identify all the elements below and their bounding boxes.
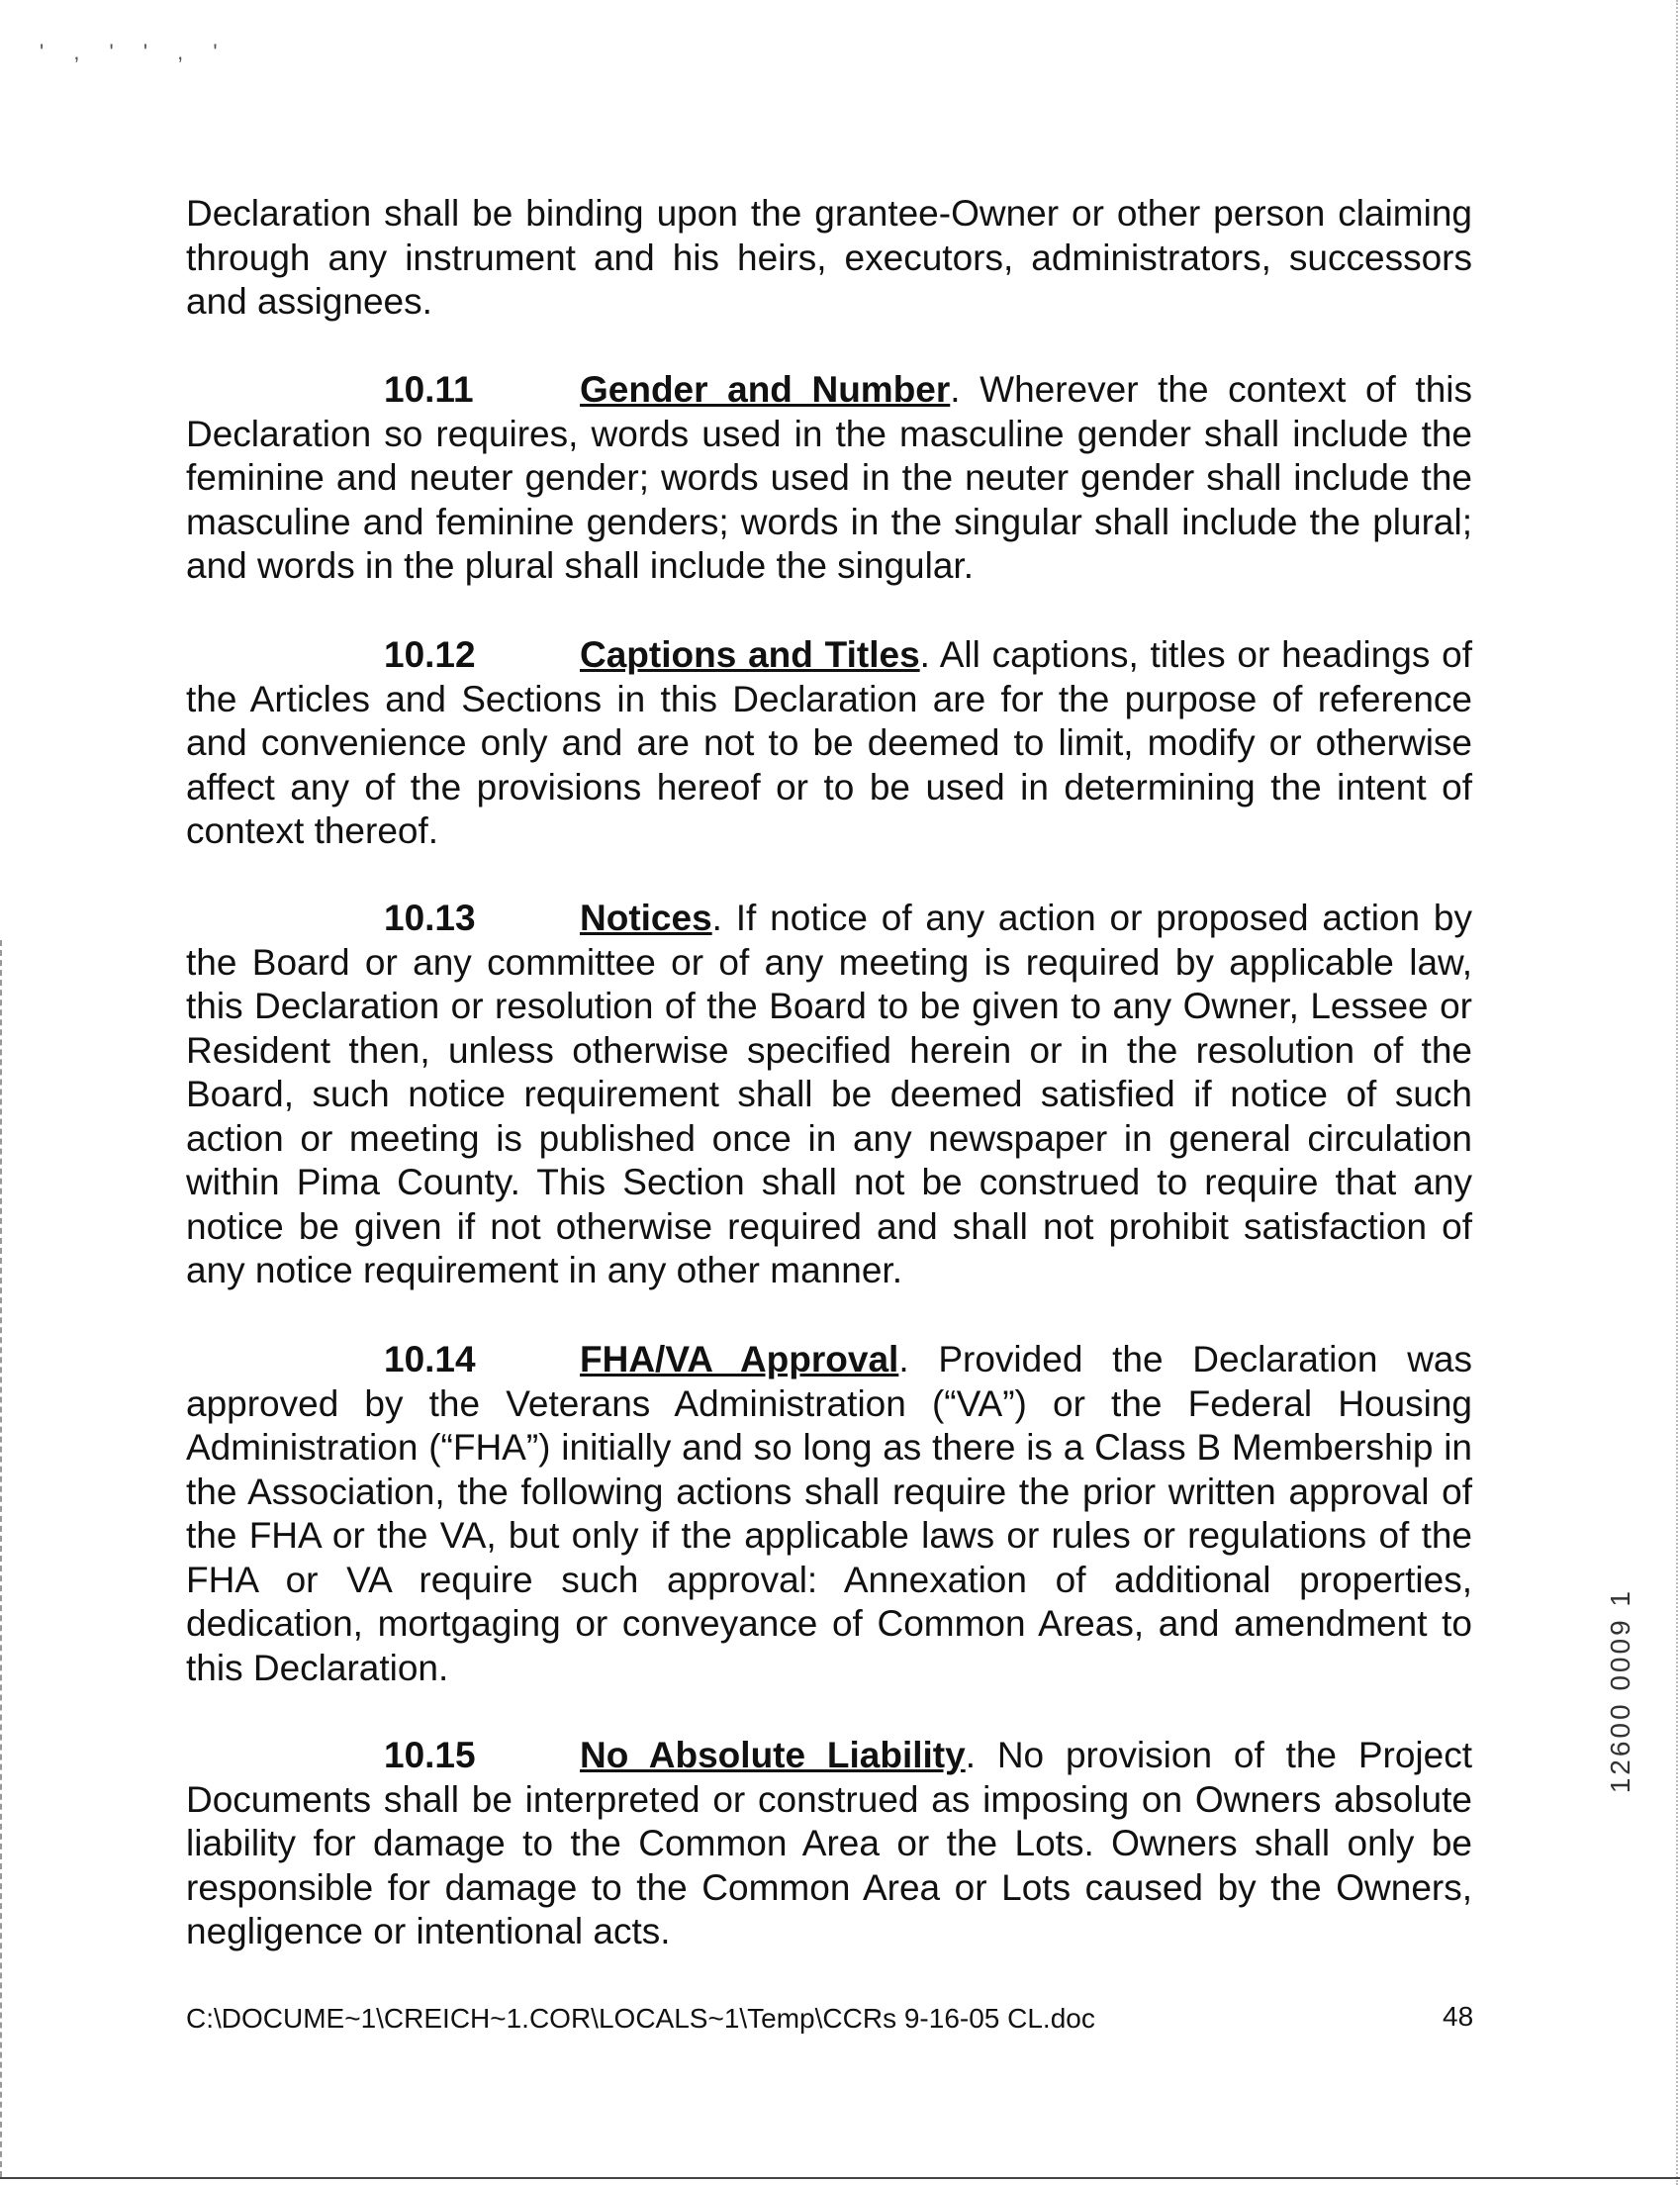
section-text: If notice of any action or proposed action by the Board or any committee or of any meeting is required by applicable law, this Declaration or resolution of the Board to be given to any Owner, Lessee or Resident then, unless otherwise specified herein or in the resolution of the Board, such notice requirement shall be deemed satisfied if notice of such action or meeting is published once in any newspaper in general circulation within Pima County. This Section shall not be construed to require that any notice be given if not otherwise required and shall not prohibit satisfaction of any notice requirement in any other manner. xyxy=(186,898,1472,1290)
scan-edge-bottom xyxy=(0,2177,1680,2179)
section-text: No provision of the Project Documents shall be interpreted or construed as imposing on Owners absolute liability for damage to the Common Area or the Lots. Owners shall only be responsible for damage to the Common Area or Lots caused by the Owners, negligence or intentional acts. xyxy=(186,1735,1472,1951)
section-title: FHA/VA Approval xyxy=(580,1339,899,1379)
section-10-15: 10.15 No Absolute Liability. No provision of the Project Documents shall be interpreted or construed as imposing on Owners absolute liability for damage to the Common Area or the Lots. Owners shall only be responsible for damage to the Common Area or Lots caused by the Owners, negligence or intentional acts. xyxy=(186,1735,1472,1951)
section-10-14: 10.14 FHA/VA Approval. Provided the Declaration was approved by the Veterans Administration (“VA”) or the Federal Housing Administration (“FHA”) initially and so long as there is a Class B Membership in the Association, the following actions shall require the prior written approval of the FHA or the VA, but only if the applicable laws or rules or regulations of the FHA or VA require such approval: Annexation of additional properties, dedication, mortgaging or conveyance of Common Areas, and amendment to this Declaration. xyxy=(186,1339,1472,1688)
section-text: All captions, titles or headings of the Articles and Sections in this Declaration are for the purpose of reference and convenience only and are not to be deemed to limit, modify or otherwise affect any of the provisions hereof or to be used in determining the intent of context thereof. xyxy=(186,634,1472,851)
intro-paragraph: Declaration shall be binding upon the grantee-Owner or other person claiming through any instrument and his heirs, executors, administrators, successors and assignees. xyxy=(186,193,1472,322)
section-10-12: 10.12 Captions and Titles. All captions, titles or headings of the Articles and Sections in this Declaration are for the purpose of reference and convenience only and are not to be deemed to limit, modify or otherwise affect any of the provisions hereof or to be used in determining the intent of context thereof. xyxy=(186,634,1472,851)
section-10-13: 10.13 Notices. If notice of any action or proposed action by the Board or any committee or of any meeting is required by applicable law, this Declaration or resolution of the Board to be given to any Owner, Lessee or Resident then, unless otherwise specified herein or in the resolution of the Board, such notice requirement shall be deemed satisfied if notice of such action or meeting is published once in any newspaper in general circulation within Pima County. This Section shall not be construed to require that any notice be given if not otherwise required and shall not prohibit satisfaction of any notice requirement in any other manner. xyxy=(186,898,1472,1290)
section-title: No Absolute Liability xyxy=(580,1735,966,1775)
section-number: 10.11 xyxy=(384,369,474,410)
scan-edge-left xyxy=(0,940,5,2177)
section-text: Provided the Declaration was approved by the Veterans Administration (“VA”) or the Federal Housing Administration (“FHA”) initially and so long as there is a Class B Membership in the Association, the following actions shall require the prior written approval of the FHA or the VA, but only if the applicable laws or rules or regulations of the FHA or VA require such approval: Annexation of additional properties, dedication, mortgaging or conveyance of Common Areas, and amendment to this Declaration. xyxy=(186,1339,1472,1688)
section-text: Wherever the context of this Declaration so requires, words used in the masculine gender shall include the feminine and neuter gender; words used in the neuter gender shall include the masculine and feminine genders; words in the singular shall include the plural; and words in the plural shall include the singular. xyxy=(186,369,1472,586)
section-number: 10.12 xyxy=(384,634,476,675)
scan-specks: ' , ' ' , ' xyxy=(40,40,230,64)
section-number: 10.14 xyxy=(384,1339,476,1379)
footer-file-path: C:\DOCUME~1\CREICH~1.COR\LOCALS~1\Temp\CCRs 9-16-05 CL.doc xyxy=(186,2003,1095,2034)
section-title: Captions and Titles xyxy=(580,634,920,675)
footer-page-number: 48 xyxy=(1443,2001,1474,2032)
margin-recording-stamp: 12600 0009 1 xyxy=(1605,1588,1635,1794)
section-number: 10.13 xyxy=(384,898,476,938)
section-number: 10.15 xyxy=(384,1735,476,1775)
section-title: Gender and Number xyxy=(580,369,951,410)
section-10-11: 10.11 Gender and Number. Wherever the context of this Declaration so requires, words used in the masculine gender shall include the feminine and neuter gender; words used in the neuter gender shall include the masculine and feminine genders; words in the singular shall include the plural; and words in the plural shall include the singular. xyxy=(186,369,1472,586)
section-title: Notices xyxy=(580,898,712,938)
scan-edge-right xyxy=(1676,0,1680,2185)
